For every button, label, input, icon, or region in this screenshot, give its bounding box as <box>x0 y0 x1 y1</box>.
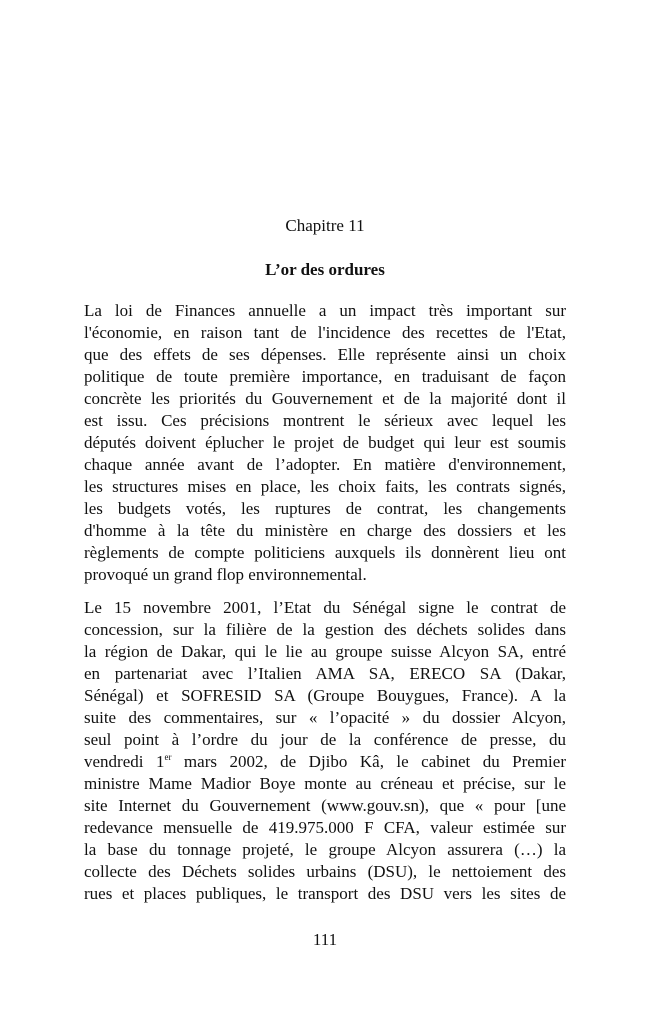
text-line: en partenariat avec l’Italien AMA SA, ERECO SA (Dakar, <box>84 664 566 683</box>
text-line: les structures mises en place, les choix faits, les contrats signés, <box>84 477 566 496</box>
text-line: site Internet du Gouvernement (www.gouv.sn), que « pour [une <box>84 796 566 815</box>
text-line: règlements de compte politiciens auxquels ils donnèrent lieu ont <box>84 543 566 562</box>
text-line <box>84 751 566 773</box>
chapter-title: L’or des ordures <box>265 260 385 279</box>
text-line: ministre Mame Madior Boye monte au créneau et précise, sur le <box>84 774 566 793</box>
text-line: la région de Dakar, qui le lie au groupe suisse Alcyon SA, entré <box>84 642 566 661</box>
text-line: députés doivent éplucher le projet de budget qui leur est soumis <box>84 433 566 452</box>
text-line: La loi de Finances annuelle a un impact très important sur <box>84 301 566 320</box>
chapter-label: Chapitre 11 <box>285 216 365 235</box>
text-line: que des effets de ses dépenses. Elle représente ainsi un choix <box>84 345 566 364</box>
text-fragment: vendredi 1 <box>84 752 165 771</box>
text-line: chaque année avant de l’adopter. En matière d'environnement, <box>84 455 566 474</box>
text-line: Le 15 novembre 2001, l’Etat du Sénégal signe le contrat de <box>84 598 566 617</box>
text-line: Sénégal) et SOFRESID SA (Groupe Bouygues, France). A la <box>84 686 566 705</box>
text-fragment: mars 2002, de Djibo Kâ, le cabinet du Premier <box>171 752 566 771</box>
text-line: d'homme à la tête du ministère en charge des dossiers et les <box>84 521 566 540</box>
text-line: seul point à l’ordre du jour de la conférence de presse, du <box>84 730 566 749</box>
text-line: est issu. Ces précisions montrent le sérieux avec lequel les <box>84 411 566 430</box>
text-line: concrète les priorités du Gouvernement et de la majorité dont il <box>84 389 566 408</box>
paragraph-2 <box>84 597 566 905</box>
superscript: er <box>164 752 172 762</box>
text-line: politique de toute première importance, en traduisant de façon <box>84 367 566 386</box>
text-line: concession, sur la filière de la gestion des déchets solides dans <box>84 620 566 639</box>
text-line: l'économie, en raison tant de l'incidence des recettes de l'Etat, <box>84 323 566 342</box>
text-line: collecte des Déchets solides urbains (DSU), le nettoiement des <box>84 862 566 881</box>
text-line: redevance mensuelle de 419.975.000 F CFA, valeur estimée sur <box>84 818 566 837</box>
text-line: rues et places publiques, le transport des DSU vers les sites de <box>84 884 566 903</box>
text-line: suite des commentaires, sur « l’opacité » du dossier Alcyon, <box>84 708 566 727</box>
page-number: 111 <box>312 930 338 949</box>
paragraph-1 <box>84 300 566 586</box>
text-line: provoqué un grand flop environnemental. <box>84 565 367 584</box>
text-line: la base du tonnage projeté, le groupe Alcyon assurera (…) la <box>84 840 566 859</box>
text-line: les budgets votés, les ruptures de contrat, les changements <box>84 499 566 518</box>
